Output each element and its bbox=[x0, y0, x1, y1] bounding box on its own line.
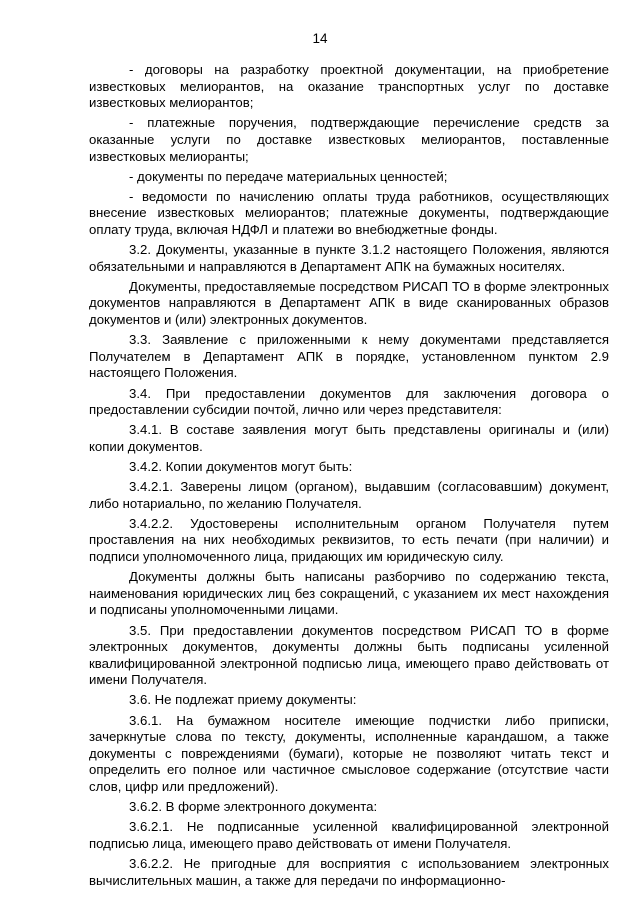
paragraph: 3.3. Заявление с приложенными к нему документами представляется Получателем в Департамент АПК в порядке, установленном пунктом 2.9 настоящего Положения. bbox=[89, 332, 609, 381]
page-number: 14 bbox=[312, 31, 328, 46]
paragraph: 3.2. Документы, указанные в пункте 3.1.2 настоящего Положения, являются обязательными и направляются в Департамент АПК на бумажных носителях. bbox=[89, 242, 609, 274]
paragraph: - ведомости по начислению оплаты труда работников, осуществляющих внесение известковых мелиорантов; платежные документы, подтверждающие оплату труда, включая НДФЛ и платежи во внебюджетные фонды. bbox=[89, 188, 609, 237]
paragraph: 3.4. При предоставлении документов для заключения договора о предоставлении субсидии почтой, лично или через представителя: bbox=[89, 385, 609, 418]
paragraph: 3.5. При предоставлении документов посредством РИСАП ТО в форме электронных документов, документы должны быть подписаны усиленной квалифицированной электронной подписью лица, имеющего право действовать от имени Получателя. bbox=[89, 622, 609, 688]
paragraph: 3.4.2. Копии документов могут быть: bbox=[129, 458, 353, 474]
paragraph: 3.6.2.1. Не подписанные усиленной квалифицированной электронной подписью лица, имеющего право действовать от имени Получателя. bbox=[89, 819, 609, 851]
paragraph: 3.4.1. В составе заявления могут быть представлены оригиналы и (или) копии документов. bbox=[89, 422, 609, 454]
paragraph: - платежные поручения, подтверждающие перечисление средств за оказанные услуги по доставке известковых мелиорантов, поставленные известковых мелиоранты; bbox=[89, 115, 609, 164]
paragraph: Документы должны быть написаны разборчиво по содержанию текста, наименования юридических лиц без сокращений, с указанием их мест нахождения и подписаны уполномоченными лицами. bbox=[89, 569, 609, 618]
paragraph: Документы, предоставляемые посредством РИСАП ТО в форме электронных документов направляются в Департамент АПК в виде сканированных образов документов и (или) электронных документов. bbox=[89, 278, 609, 328]
paragraph: 3.4.2.1. Заверены лицом (органом), выдавшим (согласовавшим) документ, либо нотариально, по желанию Получателя. bbox=[89, 479, 609, 511]
paragraph: 3.4.2.2. Удостоверены исполнительным органом Получателя путем проставления на них необходимых реквизитов, то есть печати (при наличии) и подписи уполномоченного лица, придающих им юридическую силу. bbox=[89, 515, 609, 565]
paragraph: - документы по передаче материальных ценностей; bbox=[129, 168, 448, 184]
paragraph: 3.6. Не подлежат приему документы: bbox=[129, 692, 357, 708]
document-body bbox=[89, 62, 609, 893]
paragraph: 3.6.2. В форме электронного документа: bbox=[129, 799, 378, 815]
paragraph: 3.6.2.2. Не пригодные для восприятия с использованием электронных вычислительных машин, а также для передачи по информационно- bbox=[89, 855, 609, 888]
paragraph: - договоры на разработку проектной документации, на приобретение известковых мелиорантов, на оказание транспортных услуг по доставке известковых мелиорантов; bbox=[89, 62, 609, 111]
paragraph: 3.6.1. На бумажном носителе имеющие подчистки либо приписки, зачеркнутые слова по тексту, документы, исполненные карандашом, а также документы с повреждениями (бумаги), которые не позволяют читать текст и определить его полное или частичное смысловое содержание (отсутствие части слов, цифр или предложений). bbox=[89, 712, 609, 794]
